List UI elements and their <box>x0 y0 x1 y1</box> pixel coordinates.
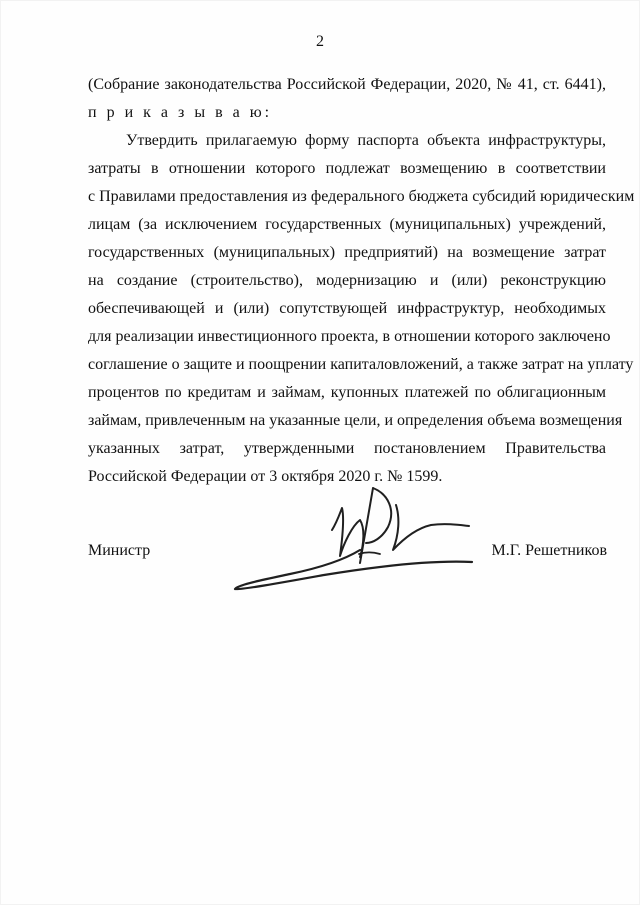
body-line: займам, привлеченным на указанные цели, и определения объема возмещения <box>88 412 623 429</box>
body-line: (Собрание законодательства Российской Федерации, 2020, № 41, ст. 6441), <box>88 76 606 93</box>
body-line: на создание (строительство), модернизацию и (или) реконструкцию <box>88 272 606 289</box>
body-line: процентов по кредитам и займам, купонных платежей по облигационным <box>88 384 606 401</box>
body-line: указанных затрат, утвержденными постановлением Правительства <box>88 440 606 457</box>
body-line: с Правилами предоставления из федерального бюджета субсидий юридическим <box>88 188 635 205</box>
page-number: 2 <box>316 33 324 50</box>
body-line: для реализации инвестиционного проекта, в отношении которого заключено <box>88 328 611 345</box>
body-line: лицам (за исключением государственных (муниципальных) учреждений, <box>88 216 606 233</box>
signer-name: М.Г. Решетников <box>491 542 607 559</box>
body-line: обеспечивающей и (или) сопутствующей инфраструктур, необходимых <box>88 300 606 317</box>
body-line: затраты в отношении которого подлежат возмещению в соответствии <box>88 160 606 177</box>
signature-block <box>88 480 606 610</box>
signer-position: Министр <box>88 542 151 559</box>
body-line: соглашение о защите и поощрении капиталовложений, а также затрат на уплату <box>88 356 634 373</box>
body-line: Утвердить прилагаемую форму паспорта объекта инфраструктуры, <box>126 132 606 149</box>
order-word: п р и к а з ы в а ю: <box>88 104 273 121</box>
document-body <box>88 71 635 491</box>
body-line: Российской Федерации от 3 октября 2020 г. № 1599. <box>88 468 443 485</box>
body-line: государственных (муниципальных) предприятий) на возмещение затрат <box>88 244 606 261</box>
handwritten-signature <box>228 480 488 600</box>
